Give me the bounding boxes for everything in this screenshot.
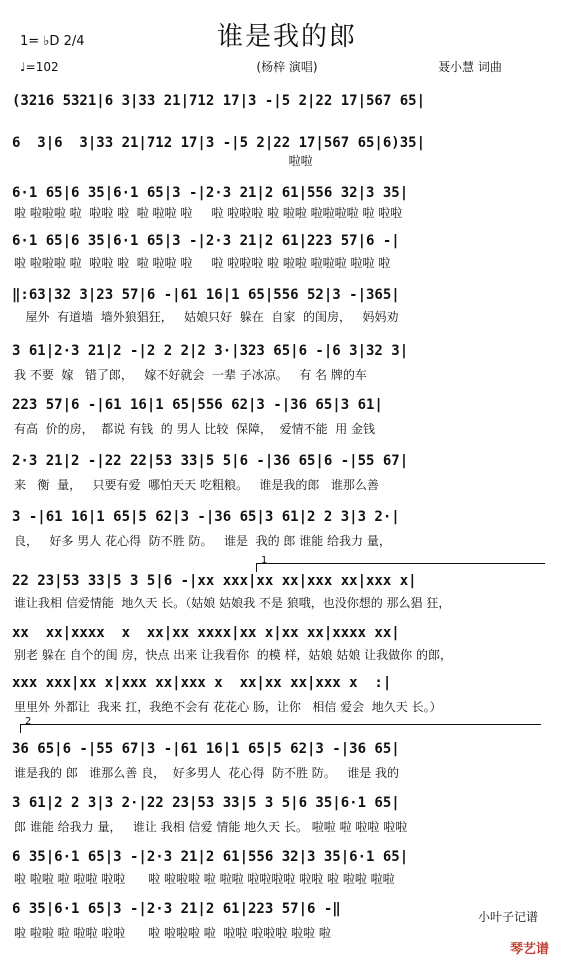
volta-bracket-1: 1 <box>256 563 545 572</box>
volta-bracket-2: 2 <box>20 724 541 733</box>
lyric-row-9: 良， 好多 男人 花心得 防不胜 防。 谁是 我的 郎 谁能 给我力 量， <box>14 534 391 548</box>
notation-row-12: xxx xxx|xx x|xxx xx|xxx x xx|xx xx|xxx x :| <box>12 675 392 691</box>
lyric-row-16: 啦 啦啦 啦 啦啦 啦啦 啦 啦啦啦 啦 啦啦 啦啦啦 啦啦 啦 <box>14 926 331 940</box>
lyric-row-10: 谁让我相 信爱情能 地久天 长。（姑娘 姑娘我 不是 狼哦，也没你想的 那么猖 狂， <box>14 596 451 610</box>
notation-row-4: 6·1 65|6 35|6·1 65|3 -|2·3 21|2 61|223 57|6 -| <box>12 233 400 249</box>
notation-row-6: 3 61|2·3 21|2 -|2 2 2|2 3·|323 65|6 -|6 3|32 3| <box>12 343 409 359</box>
lyric-row-14: 郎 谁能 给我力 量， 谁让 我相 信爱 情能 地久天 长。 啦啦 啦 啦啦 啦啦 <box>14 820 408 834</box>
key-signature: 1= ♭D 2/4 <box>20 34 85 49</box>
song-title: 谁是我的郎 <box>216 22 357 52</box>
lyric-row-4: 啦 啦啦啦 啦 啦啦 啦 啦 啦啦 啦 啦 啦啦啦 啦 啦啦 啦啦啦 啦啦 啦 <box>14 256 391 270</box>
lyric-row-6: 我 不要 嫁 错了郎， 嫁不好就会 一辈 子冰凉。 有 名 牌的车 <box>14 368 367 382</box>
notation-row-10: 22 23|53 33|5 3 5|6 -|xx xxx|xx xx|xxx xx|xxx x| <box>12 573 417 589</box>
notation-row-7: 223 57|6 -|61 16|1 65|556 62|3 -|36 65|3 61| <box>12 397 383 413</box>
singer-credit: (杨梓 演唱) <box>256 60 318 74</box>
lyric-row-8: 来 衡 量， 只要有爱 哪怕天天 吃粗粮。 谁是我的郎 谁那么善 <box>14 478 379 492</box>
lyric-row-3: 啦 啦啦啦 啦 啦啦 啦 啦 啦啦 啦 啦 啦啦啦 啦 啦啦 啦啦啦啦 啦 啦啦 <box>14 206 403 220</box>
notation-row-1: (3216 5321|6 3|33 21|712 17|3 -|5 2|22 17|567 65| <box>12 93 426 109</box>
notation-row-2: 6 3|6 3|33 21|712 17|3 -|5 2|22 17|567 65|6)35| <box>12 135 426 151</box>
site-logo: 琴艺谱 <box>510 942 550 957</box>
notation-row-8: 2·3 21|2 -|22 22|53 33|5 5|6 -|36 65|6 -|55 67| <box>12 453 409 469</box>
notation-row-3: 6·1 65|6 35|6·1 65|3 -|2·3 21|2 61|556 32|3 35| <box>12 185 409 201</box>
notation-row-16: 6 35|6·1 65|3 -|2·3 21|2 61|223 57|6 -‖ <box>12 901 341 917</box>
lyric-row-7: 有高 价的房， 都说 有钱 的 男人 比较 保障， 爱情不能 用 金钱 <box>14 422 376 436</box>
notation-row-11: xx xx|xxxx x xx|xx xxxx|xx x|xx xx|xxxx xx| <box>12 625 400 641</box>
notation-row-15: 6 35|6·1 65|3 -|2·3 21|2 61|556 32|3 35|6·1 65| <box>12 849 409 865</box>
lyric-row-13: 谁是我的 郎 谁那么善 良， 好多男人 花心得 防不胜 防。 谁是 我的 <box>14 766 400 780</box>
lyric-row-11: 别老 躲在 自个的闺 房，快点 出来 让我看你 的模 样，姑娘 姑娘 让我做你 的郎， <box>14 648 452 662</box>
lyricist-composer-credit: 聂小慧 词曲 <box>438 60 502 74</box>
lyric-row-2: 啦啦 <box>14 154 313 168</box>
lyric-row-12: 里里外 外都让 我来 扛，我绝不会有 花花心 肠，让你 相信 爱会 地久天 长。） <box>14 700 442 714</box>
lyric-row-5: 屋外 有道墙 墙外狼猖狂， 姑娘只好 躲在 自家 的闺房， 妈妈劝 <box>14 310 399 324</box>
notation-row-5: ‖:63|32 3|23 57|6 -|61 16|1 65|556 52|3 -|365| <box>12 287 400 303</box>
transcriber-signature: 小叶子记谱 <box>478 910 539 924</box>
lyric-row-15: 啦 啦啦 啦 啦啦 啦啦 啦 啦啦啦 啦 啦啦 啦啦啦啦 啦啦 啦 啦啦 啦啦 <box>14 872 395 886</box>
notation-row-9: 3 -|61 16|1 65|5 62|3 -|36 65|3 61|2 2 3|3 2·| <box>12 509 400 525</box>
tempo-marking: ♩=102 <box>20 60 59 74</box>
notation-row-13: 36 65|6 -|55 67|3 -|61 16|1 65|5 62|3 -|36 65| <box>12 741 400 757</box>
notation-row-14: 3 61|2 2 3|3 2·|22 23|53 33|5 3 5|6 35|6·1 65| <box>12 795 400 811</box>
